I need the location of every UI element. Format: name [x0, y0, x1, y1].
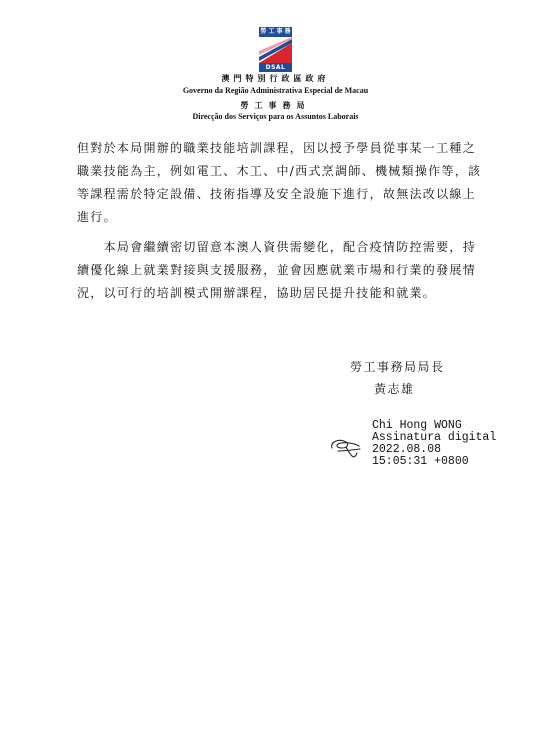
signature-signer: Chi Hong WONG [372, 419, 462, 432]
paragraph-line: 續優化線上就業對接與支援服務，並會因應就業市場和行業的發展情 [77, 263, 477, 277]
paragraph-line: 本局會繼續密切留意本澳人資供需變化，配合疫情防控需要，持 [77, 240, 477, 254]
logo-emblem-icon [259, 37, 292, 63]
paragraph-line: 但對於本局開辦的職業技能培訓課程，因以授予學員從事某一工種之 [77, 141, 477, 155]
body-paragraph-1 [77, 137, 513, 229]
signature-type: Assinatura digital [372, 431, 497, 444]
paragraph-line: 等課程需於特定設備、技術指導及安全設施下進行，故無法改以線上 [77, 187, 477, 201]
paragraph-line: 況，以可行的培訓模式開辦課程，協助居民提升技能和就業。 [77, 286, 437, 300]
government-name-pt: Governo da Região Administrativa Especial de Macau [182, 86, 369, 95]
signatory-name: 黃志雄 [374, 382, 415, 396]
signature-date: 2022.08.08 [372, 443, 442, 456]
logo-top-band: 勞 工 事 務 [260, 28, 291, 35]
body-paragraph-2 [77, 236, 513, 305]
signatory-title: 勞工事務局局長 [350, 360, 445, 374]
paragraph-line: 進行。 [77, 210, 117, 224]
logo-bottom-band: DSAL [259, 63, 292, 72]
paragraph-line: 職業技能為主，例如電工、木工、中/西式烹調師、機械類操作等，該 [77, 164, 482, 178]
digital-signature-block [372, 420, 496, 468]
signature-time: 15:05:31 +0800 [372, 455, 469, 468]
handwritten-signature-icon [326, 434, 366, 460]
dsal-logo [259, 27, 292, 72]
government-name-zh: 澳門特別行政區政府 [221, 74, 330, 83]
bureau-name-zh: 勞工事務局 [240, 101, 311, 110]
bureau-name-pt: Direcção dos Serviços para os Assuntos Laborais [192, 112, 359, 121]
